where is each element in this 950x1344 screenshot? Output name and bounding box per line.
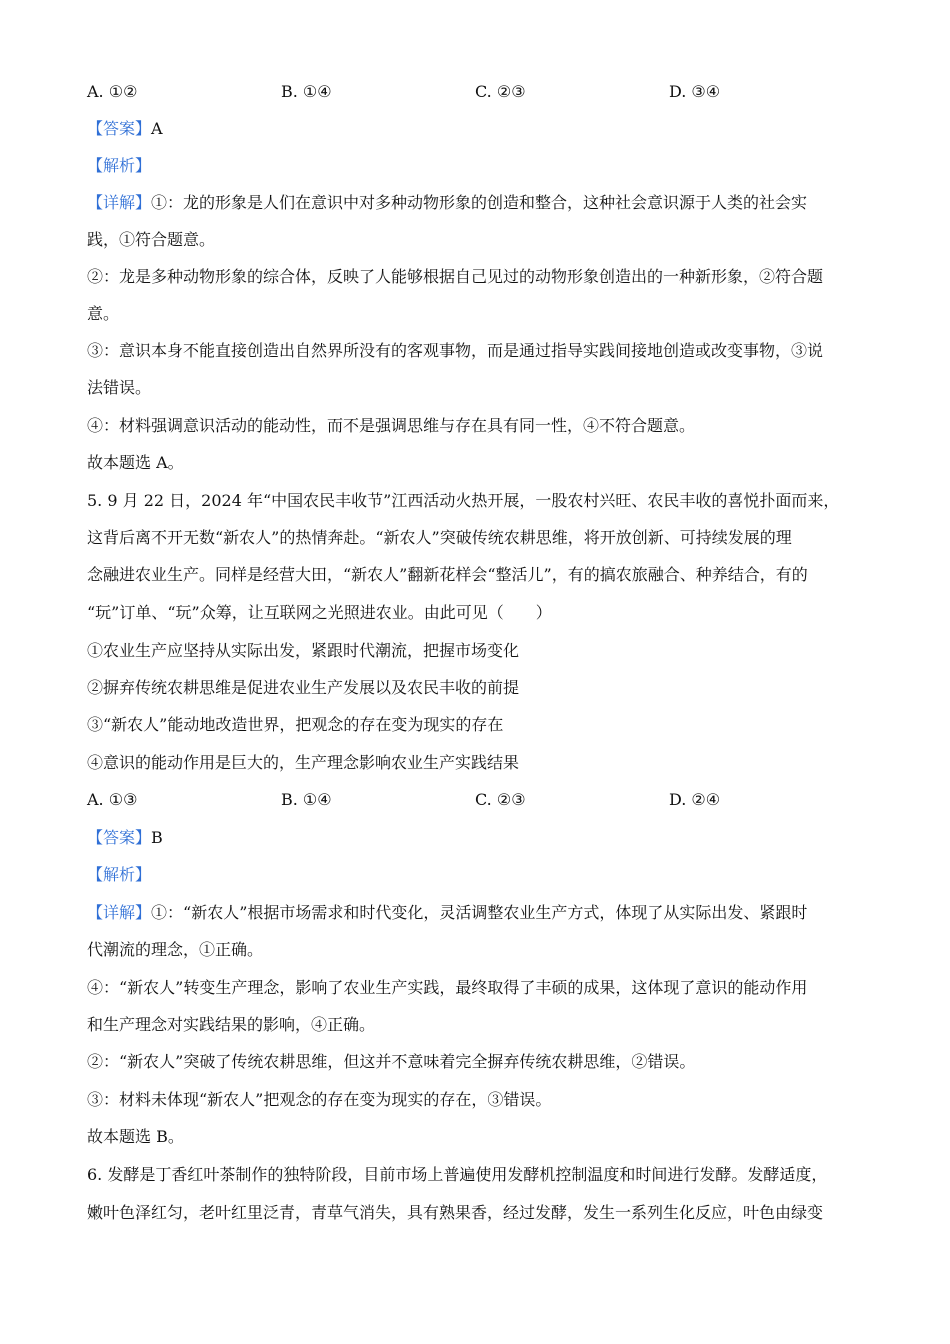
q5-detail-line: ②：“新农人”突破了传统农耕思维，但这并不意味着完全摒弃传统农耕思维，②错误。 [87,1052,696,1071]
q4-detail-line: ④：材料强调意识活动的能动性，而不是强调思维与存在具有同一性，④不符合题意。 [87,416,696,435]
q6-stem-line: 6. 发酵是丁香红叶茶制作的独特阶段，目前市场上普遍使用发酵机控制温度和时间进行发酵。发酵适度， [87,1165,828,1184]
q5-answer-value: B [151,828,163,847]
q5-answer-tag: 【答案】 [87,828,152,847]
q5-stem-line: 这背后离不开无数“新农人”的热情奔赴。“新农人”突破传统农耕思维，将开放创新、可持续发展的理 [87,528,792,547]
q5-statement-4: ④意识的能动作用是巨大的，生产理念影响农业生产实践结果 [87,753,520,772]
q5-conclusion: 故本题选 B。 [87,1127,184,1146]
q5-statement-2: ②摒弃传统农耕思维是促进农业生产发展以及农民丰收的前提 [87,678,520,697]
q5-detail-line: 代潮流的理念，①正确。 [87,940,264,959]
q6-stem-line: 嫩叶色泽红匀，老叶红里泛青，青草气消失，具有熟果香，经过发酵，发生一系列生化反应，叶色由绿变 [87,1203,824,1222]
q5-detail-text: ①：“新农人”根据市场需求和时代变化，灵活调整农业生产方式，体现了从实际出发、紧跟时 [151,903,808,922]
q5-statement-3: ③“新农人”能动地改造世界，把观念的存在变为现实的存在 [87,715,504,734]
q4-option-a: A. ①② [87,82,138,101]
q4-answer-value: A [151,119,163,138]
q5-analysis-heading [87,864,151,886]
q5-option-c: C. ②③ [475,790,526,809]
q4-detail-line: 意。 [87,304,120,323]
q4-detail-line: ②：龙是多种动物形象的综合体，反映了人能够根据自己见过的动物形象创造出的一种新形象，②符合题 [87,267,824,286]
q4-detail-line: 法错误。 [87,378,152,397]
q4-detail-line: 践，①符合题意。 [87,230,216,249]
q5-statement-1: ①农业生产应坚持从实际出发，紧跟时代潮流，把握市场变化 [87,641,520,660]
q4-answer-tag: 【答案】 [87,119,152,138]
q4-detail-line [87,192,807,214]
q4-analysis-heading [87,155,151,177]
q4-options [87,81,867,103]
q5-option-a: A. ①③ [87,790,138,809]
q4-option-c: C. ②③ [475,82,526,101]
q4-option-d: D. ③④ [669,82,721,101]
q5-detail-line [87,902,807,924]
q5-option-d: D. ②④ [669,790,721,809]
q4-analysis-tag: 【解析】 [87,156,152,175]
q5-detail-tag: 【详解】 [87,903,152,922]
q5-stem-line: 5. 9 月 22 日，2024 年“中国农民丰收节”江西活动火热开展，一股农村兴旺、农民丰收的喜悦扑面而来， [87,491,840,510]
q4-detail-line: ③：意识本身不能直接创造出自然界所没有的客观事物，而是通过指导实践间接地创造或改变事物，③说 [87,341,824,360]
q5-detail-line: ③：材料未体现“新农人”把观念的存在变为现实的存在，③错误。 [87,1090,552,1109]
q5-analysis-tag: 【解析】 [87,865,152,884]
q4-conclusion: 故本题选 A。 [87,453,184,472]
q4-answer [87,118,163,140]
q5-detail-line: ④：“新农人”转变生产理念，影响了农业生产实践，最终取得了丰硕的成果，这体现了意识的能动作用 [87,978,808,997]
q5-options [87,789,867,811]
q5-stem-line: 念融进农业生产。同样是经营大田，“新农人”翻新花样会“整活儿”，有的搞农旅融合、种养结合，有的 [87,565,808,584]
q5-option-b: B. ①④ [281,790,332,809]
q4-detail-text: ①：龙的形象是人们在意识中对多种动物形象的创造和整合，这种社会意识源于人类的社会实 [151,193,808,212]
q5-stem-line: “玩”订单、“玩”众筹，让互联网之光照进农业。由此可见（ ） [87,603,552,622]
q4-option-b: B. ①④ [281,82,332,101]
q5-detail-line: 和生产理念对实践结果的影响，④正确。 [87,1015,376,1034]
q5-answer [87,827,163,849]
q4-detail-tag: 【详解】 [87,193,152,212]
